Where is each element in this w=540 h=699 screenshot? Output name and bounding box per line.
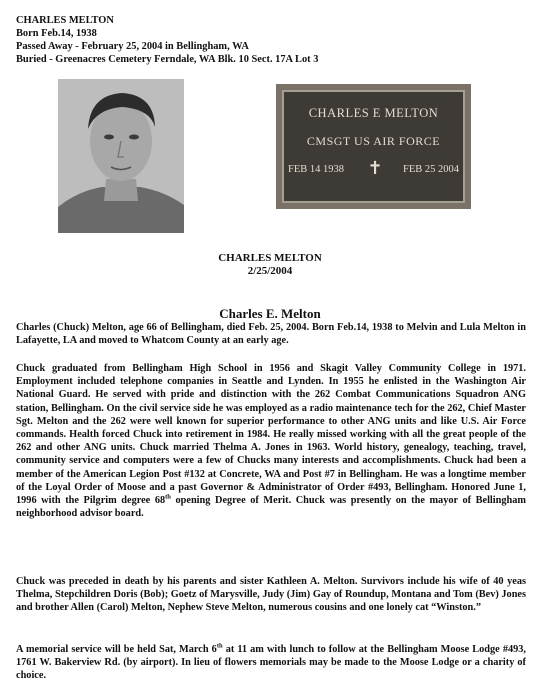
paragraph-4-text-a: A memorial service will be held Sat, March 6 [16, 644, 217, 655]
obituary-heading: Charles E. Melton [219, 306, 321, 321]
obituary-paragraph-1: Charles (Chuck) Melton, age 66 of Bellingham, died Feb. 25, 2004. Born Feb.14, 1938 to Melvin and Lula Melton in Lafayette, LA and moved to Whatcom County at an early age. [16, 322, 526, 347]
header-name: CHARLES MELTON [16, 15, 114, 26]
marker-rank: CMSGT US AIR FORCE [306, 134, 441, 148]
paragraph-4-ordinal: th [216, 642, 223, 650]
paragraph-4-text-b: at 11 am with lunch to follow at the Bellingham Moose Lodge #493, 1761 W. Bakerview Rd. (by airport). In lieu of flowers memorials may be made to the Moose Lodge or a charity of choice. [16, 644, 526, 682]
portrait-illustration [58, 79, 184, 233]
obituary-paragraph-2 [16, 362, 526, 520]
paragraph-2-ordinal: th [165, 493, 171, 501]
marker-born: FEB 14 1938 [288, 164, 345, 175]
title-name: CHARLES MELTON [218, 252, 322, 264]
grave-marker-photo [276, 84, 471, 209]
obituary-paragraph-4 [16, 643, 526, 683]
header-born: Born Feb.14, 1938 [16, 28, 97, 39]
marker-name: CHARLES E MELTON [308, 106, 439, 120]
header-passed: Passed Away - February 25, 2004 in Bellingham, WA [16, 41, 249, 52]
portrait-photo [58, 79, 184, 233]
marker-died: FEB 25 2004 [402, 164, 459, 175]
obituary-paragraph-3: Chuck was preceded in death by his parents and sister Kathleen A. Melton. Survivors include his wife of 40 yeas Thelma, Stepchildren Doris (Bob); Goetz of Marysville, Judy (Jim) Gay of Roundup, Montana and Tom (Bev) Jones and brother Allen (Carol) Melton, Nephew Steve Melton, numerous cousins and one lonely cat “Winston.” [16, 576, 526, 614]
cross-icon: ✝ [367, 158, 383, 178]
header-buried: Buried - Greenacres Cemetery Ferndale, WA Blk. 10 Sect. 17A Lot 3 [16, 54, 319, 65]
paragraph-2-text-a: Chuck graduated from Bellingham High School in 1956 and Skagit Valley Community College in 1971. Employment included telephone companies in Seattle and Lynden. In 1955 he enlisted in the Washington Air National Guard. He served with pride and distinction with the 262 Combat Communications Squadron ANG station, Bellingham. On the civil service side he was employed as a radio maintenance tech for the 262, Chief Master Sgt. Melton and the 262 were well known for superior performance to other ANG units and like U.S. Air Force commands. Health forced Chuck into retirement in 1984. He really missed working with all the great people of the 262 and other ANG units. Chuck married Thelma A. Jones in 1963. World history, genealogy, teaching, travel, community service and computers were a few of Chucks many interests and accomplishments. Chuck had been a member of the American Legion Post #132 at Concrete, WA and Post #7 in Bellingham. He was a longtime member of the Loyal Order of Moose and a past Governor & Administrator of Order #493, Bellingham. Honored June 1, 1996 with the Pilgrim degree 68 [16, 363, 526, 507]
grave-marker-plate [282, 90, 465, 203]
paragraph-2-text-b: opening Degree of Merit. Chuck was presently on the mayor of Bellingham neighborhood advisor board. [16, 495, 526, 520]
title-date: 2/25/2004 [247, 265, 293, 277]
header-block [16, 14, 318, 66]
